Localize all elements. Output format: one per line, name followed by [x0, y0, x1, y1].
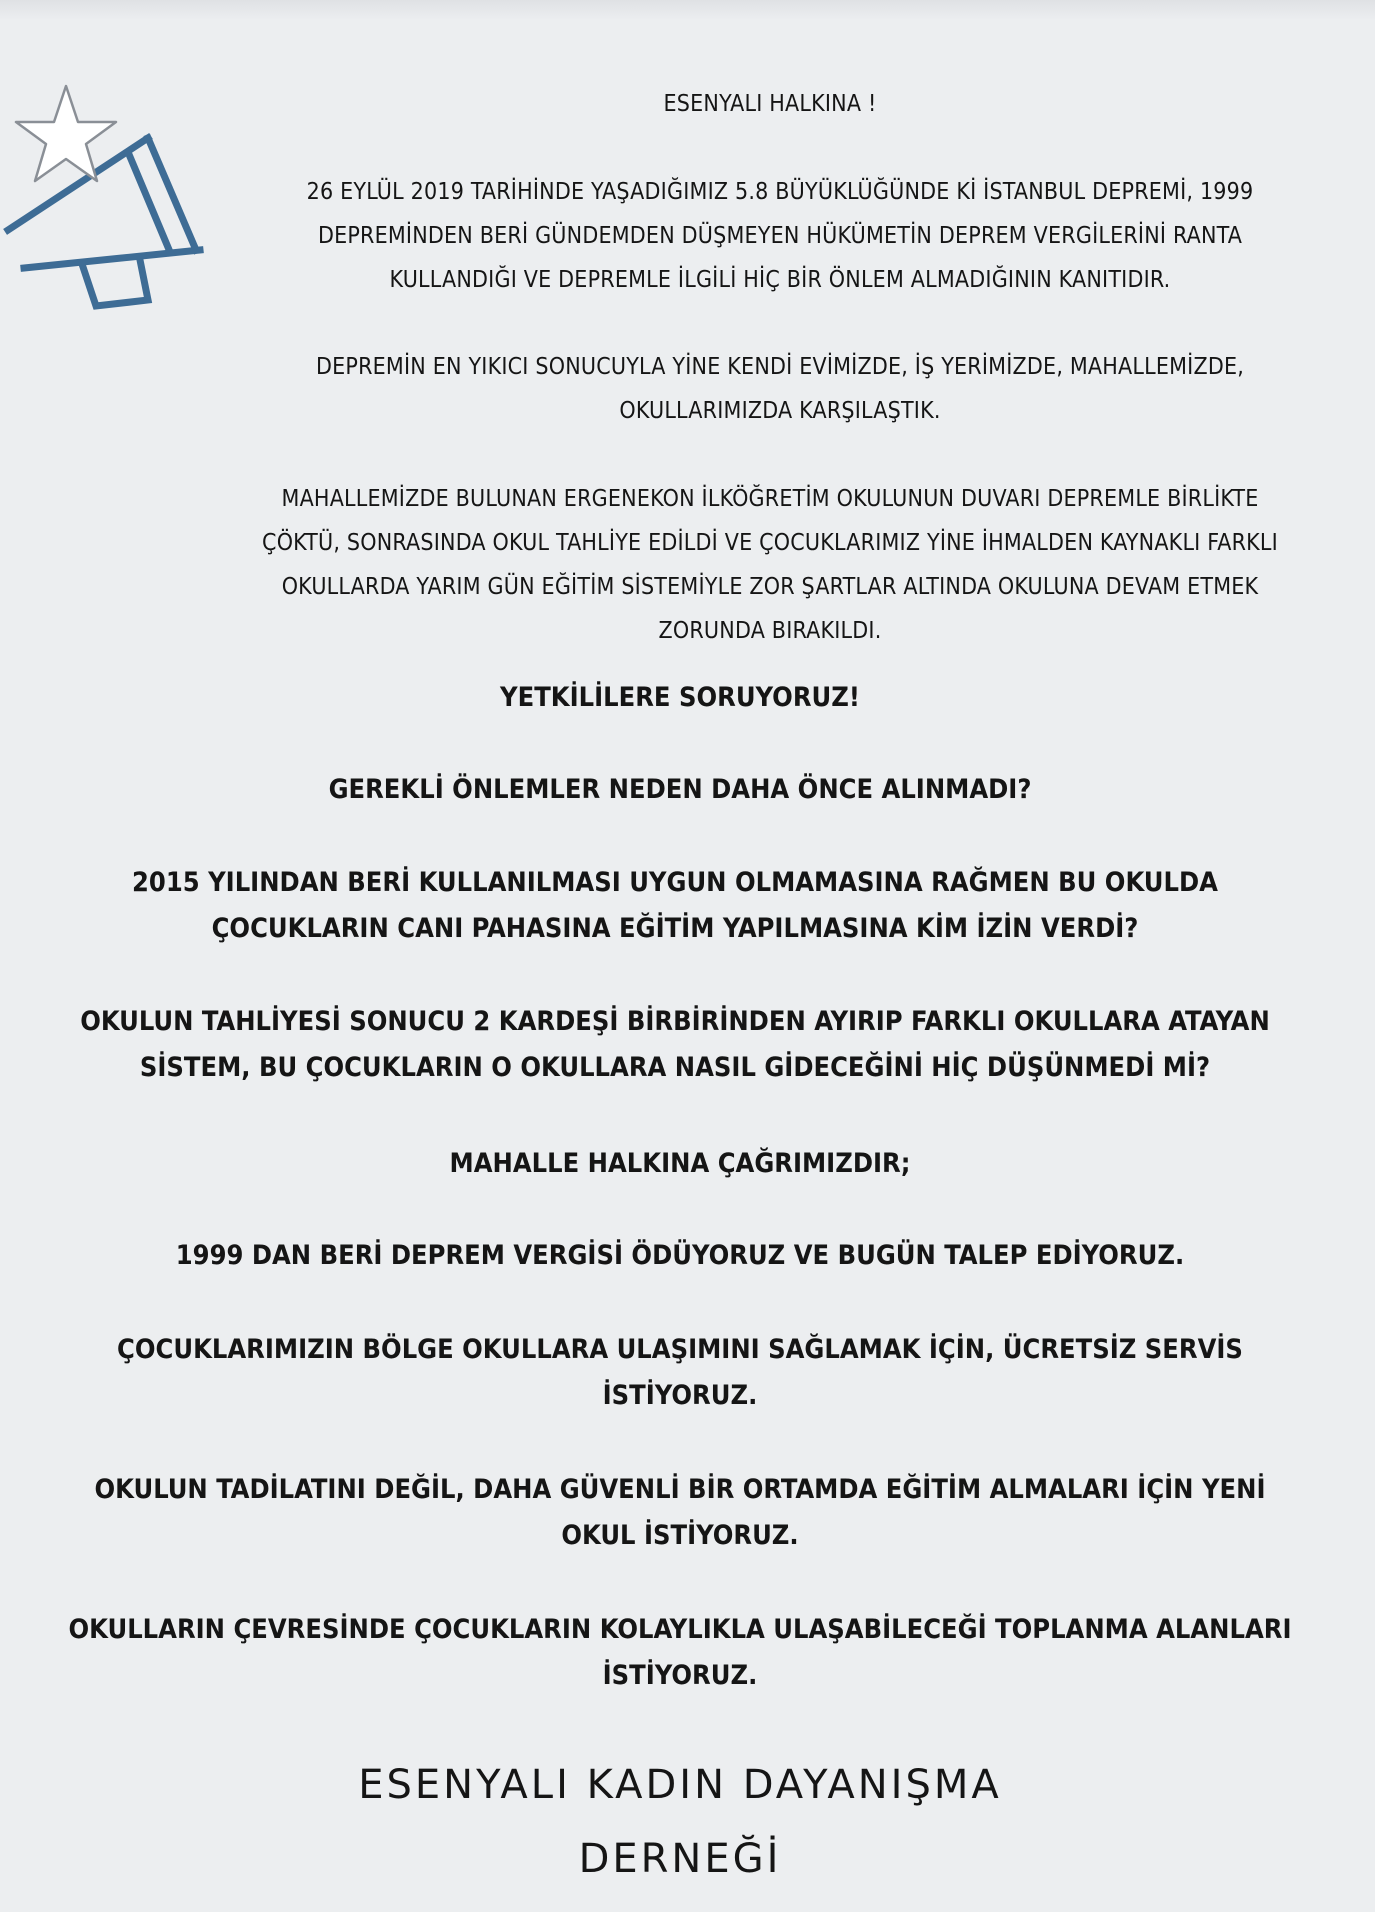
intro-paragraph-1: 26 EYLÜL 2019 TARİHİNDE YAŞADIĞIMIZ 5.8 BÜYÜKLÜĞÜNDE Kİ İSTANBUL DEPREMİ, 1999 DEPREMİNDEN BERİ GÜNDEMDEN DÜŞMEYEN HÜKÜMETİN DEPREM VERGİLERİNİ RANTA KULLANDIĞI VE DEPREMLE İLGİLİ HİÇ BİR ÖNLEM ALMADIĞININ KANITIDIR. [306, 179, 1254, 293]
megaphone-star-logo [0, 82, 215, 322]
demand-4: OKULLARIN ÇEVRESİNDE ÇOCUKLARIN KOLAYLIKLA ULAŞABİLECEĞİ TOPLANMA ALANLARI İSTİYORUZ. [68, 1614, 1292, 1691]
question-3: OKULUN TAHLİYESİ SONUCU 2 KARDEŞİ BİRBİRİNDEN AYIRIP FARKLI OKULLARA ATAYAN SİSTEM, BU ÇOCUKLARIN O OKULLARA NASIL GİDECEĞİNİ HİÇ DÜŞÜNMEDİ Mİ? [80, 1006, 1270, 1083]
demand-3: OKULUN TADİLATINI DEĞİL, DAHA GÜVENLİ BİR ORTAMDA EĞİTİM ALMALARI İÇİN YENİ OKUL İSTİYORUZ. [94, 1474, 1266, 1551]
question-1: GEREKLİ ÖNLEMLER NEDEN DAHA ÖNCE ALINMADI? [328, 774, 1032, 805]
demand-1: 1999 DAN BERİ DEPREM VERGİSİ ÖDÜYORUZ VE BUGÜN TALEP EDİYORUZ. [175, 1240, 1185, 1271]
announcement-title: ESENYALI HALKINA ! [663, 91, 877, 117]
questions-heading: YETKİLİLERE SORUYORUZ! [500, 682, 860, 713]
demands-heading: MAHALLE HALKINA ÇAĞRIMIZDIR; [449, 1148, 911, 1179]
organization-signature: ESENYALI KADIN DAYANIŞMA DERNEĞİ [358, 1762, 1002, 1882]
demand-2: ÇOCUKLARIMIZIN BÖLGE OKULLARA ULAŞIMINI SAĞLAMAK İÇİN, ÜCRETSİZ SERVİS İSTİYORUZ. [117, 1334, 1243, 1411]
intro-paragraph-3: MAHALLEMİZDE BULUNAN ERGENEKON İLKÖĞRETİM OKULUNUN DUVARI DEPREMLE BİRLİKTE ÇÖKTÜ, SONRASINDA OKUL TAHLİYE EDİLDİ VE ÇOCUKLARIMIZ YİNE İHMALDEN KAYNAKLI FARKLI OKULLARDA YARIM GÜN EĞİTİM SİSTEMİYLE ZOR ŞARTLAR ALTINDA OKULUNA DEVAM ETMEK ZORUNDA BIRAKILDI. [262, 486, 1278, 644]
intro-paragraph-2: DEPREMİN EN YIKICI SONUCUYLA YİNE KENDİ EVİMİZDE, İŞ YERİMİZDE, MAHALLEMİZDE, OKULLARIMIZDA KARŞILAŞTIK. [316, 354, 1244, 424]
question-2: 2015 YILINDAN BERİ KULLANILMASI UYGUN OLMAMASINA RAĞMEN BU OKULDA ÇOCUKLARIN CANI PAHASINA EĞİTİM YAPILMASINA KİM İZİN VERDİ? [132, 867, 1218, 944]
top-bar [0, 0, 1375, 20]
